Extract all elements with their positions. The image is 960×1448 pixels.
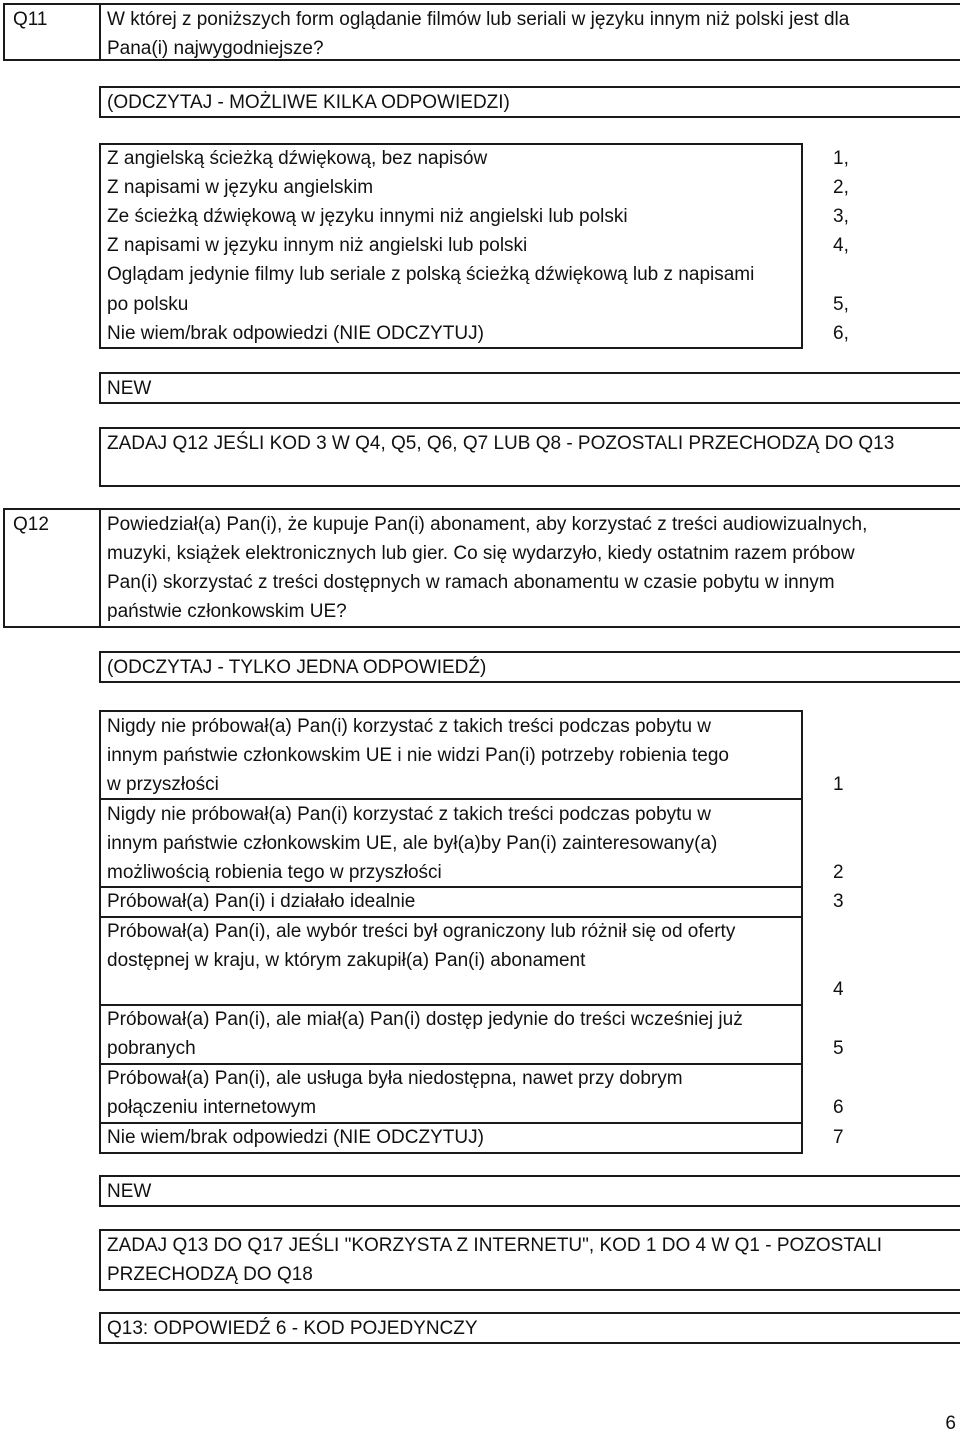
q11-option-1-code: 1,: [833, 148, 849, 169]
q12-option-1-label-line-2: innym państwie członkowskim UE i nie widzi Pan(i) potrzeby robienia tego: [107, 745, 729, 766]
q12-option-1-code: 1: [833, 774, 844, 795]
q12-question-line-4: państwie członkowskim UE?: [107, 601, 347, 622]
q11-option-4-label: Z napisami w języku innym niż angielski lub polski: [107, 235, 528, 256]
q12-option-1-label-line-3: w przyszłości: [107, 774, 219, 795]
q12-question-cell: [99, 508, 960, 628]
q12-new-cell: [99, 1175, 960, 1207]
q12-number-cell: [3, 508, 101, 628]
q11-routing: ZADAJ Q12 JEŚLI KOD 3 W Q4, Q5, Q6, Q7 LUB Q8 - POZOSTALI PRZECHODZĄ DO Q13: [107, 433, 895, 454]
q12-option-3-label: Próbował(a) Pan(i) i działało idealnie: [107, 891, 416, 912]
q11-option-4-code: 4,: [833, 235, 849, 256]
q12-option-6-label-line-1: Próbował(a) Pan(i), ale usługa była niedostępna, nawet przy dobrym: [107, 1068, 683, 1089]
q11-option-6-label: Nie wiem/brak odpowiedzi (NIE ODCZYTUJ): [107, 323, 484, 344]
q12-routing-line-1: ZADAJ Q13 DO Q17 JEŚLI "KORZYSTA Z INTERNETU", KOD 1 DO 4 W Q1 - POZOSTALI: [107, 1235, 883, 1256]
q11-new-cell: [99, 372, 960, 404]
q12-option-2-label-line-3: możliwością robienia tego w przyszłości: [107, 862, 442, 883]
q12-option-7-code: 7: [833, 1127, 844, 1148]
q11-question-line-1: W której z poniższych form oglądanie filmów lub seriali w języku innym niż polski jest dla: [107, 9, 850, 30]
q12-option-1-label-line-1: Nigdy nie próbował(a) Pan(i) korzystać z takich treści podczas pobytu w: [107, 716, 712, 737]
q12-option-5-code: 5: [833, 1038, 844, 1059]
q12-option-5-label-line-2: pobranych: [107, 1038, 196, 1059]
q11-number-cell: [3, 3, 101, 61]
q11-number: Q11: [13, 9, 48, 30]
q12-option-2-code: 2: [833, 862, 844, 883]
q11-question-line-2: Pana(i) najwygodniejsze?: [107, 38, 324, 59]
q12-option-3-code: 3: [833, 891, 844, 912]
q12-option-4-label-line-1: Próbował(a) Pan(i), ale wybór treści był ograniczony lub różnił się od oferty: [107, 921, 736, 942]
q12-new-label: NEW: [107, 1181, 152, 1202]
q12-option-2-label-line-2: innym państwie członkowskim UE, ale był(a)by Pan(i) zainteresowany(a): [107, 833, 718, 854]
q12-question-line-2: muzyki, książek elektronicznych lub gier. Co się wydarzyło, kiedy ostatnim razem próbow: [107, 543, 855, 564]
page-number: 6: [945, 1413, 956, 1434]
q13-note: Q13: ODPOWIEDŹ 6 - KOD POJEDYNCZY: [107, 1318, 478, 1339]
q12-option-4-label-line-2: dostępnej w kraju, w którym zakupił(a) Pan(i) abonament: [107, 950, 586, 971]
q12-instruction-cell: [99, 651, 960, 683]
q11-instruction: (ODCZYTAJ - MOŻLIWE KILKA ODPOWIEDZI): [107, 92, 510, 113]
q12-option-2-label-line-1: Nigdy nie próbował(a) Pan(i) korzystać z takich treści podczas pobytu w: [107, 804, 712, 825]
q12-routing-cell: [99, 1229, 960, 1291]
q11-option-3-code: 3,: [833, 206, 849, 227]
q12-instruction: (ODCZYTAJ - TYLKO JEDNA ODPOWIEDŹ): [107, 657, 487, 678]
q13-note-cell: [99, 1312, 960, 1344]
q12-question-line-3: Pan(i) skorzystać z treści dostępnych w ramach abonamentu w czasie pobytu w innym: [107, 572, 835, 593]
q11-option-3-label: Ze ścieżką dźwiękową w języku innymi niż angielski lub polski: [107, 206, 628, 227]
q11-option-2-code: 2,: [833, 177, 849, 198]
q12-routing-line-2: PRZECHODZĄ DO Q18: [107, 1264, 313, 1285]
q12-option-6-code: 6: [833, 1097, 844, 1118]
q11-new-label: NEW: [107, 378, 152, 399]
q11-option-5-label-line-2: po polsku: [107, 294, 189, 315]
q12-option-4-code: 4: [833, 979, 844, 1000]
q11-option-5-code: 5,: [833, 294, 849, 315]
q12-option-5-label-line-1: Próbował(a) Pan(i), ale miał(a) Pan(i) dostęp jedynie do treści wcześniej już: [107, 1009, 743, 1030]
q11-option-2-label: Z napisami w języku angielskim: [107, 177, 374, 198]
q11-option-5-label-line-1: Oglądam jedynie filmy lub seriale z polską ścieżką dźwiękową lub z napisami: [107, 264, 755, 285]
q12-question-line-1: Powiedział(a) Pan(i), że kupuje Pan(i) abonament, aby korzystać z treści audiowizualnych,: [107, 514, 868, 535]
q12-number: Q12: [13, 514, 49, 535]
q11-question-cell: [99, 3, 960, 61]
q11-instruction-cell: [99, 86, 960, 118]
q12-option-6-label-line-2: połączeniu internetowym: [107, 1097, 317, 1118]
q11-option-1-label: Z angielską ścieżką dźwiękową, bez napisów: [107, 148, 488, 169]
q11-routing-cell: [99, 427, 960, 487]
q12-option-7-label: Nie wiem/brak odpowiedzi (NIE ODCZYTUJ): [107, 1127, 484, 1148]
q11-option-6-code: 6,: [833, 323, 849, 344]
